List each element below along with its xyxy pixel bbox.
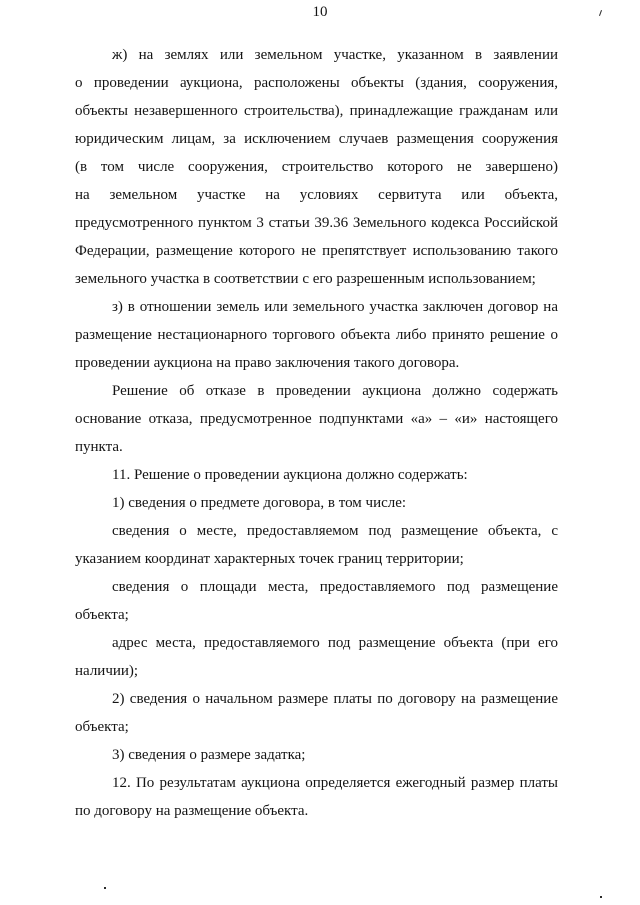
text-line: сведения о площади места, предоставляемого под размещение: [112, 579, 558, 595]
text-line: размещение нестационарного торгового объекта либо принято решение о: [75, 327, 558, 343]
text-line: 1) сведения о предмете договора, в том числе:: [112, 495, 407, 511]
text-line: на земельном участке на условиях сервитута или объекта,: [75, 187, 558, 203]
document-body: [75, 41, 558, 825]
text-line: Федерации, размещение которого не препятствует использованию такого: [75, 243, 558, 259]
paragraph-area-info: [75, 573, 558, 629]
text-line: пункта.: [75, 439, 123, 455]
paragraph-subitem-1: [75, 489, 558, 517]
text-line: проведении аукциона на право заключения такого договора.: [75, 355, 460, 371]
text-line: по договору на размещение объекта.: [75, 803, 309, 819]
text-line: (в том числе сооружения, строительство которого не завершено): [75, 159, 558, 175]
text-line: о проведении аукциона, расположены объекты (здания, сооружения,: [75, 75, 558, 91]
text-line: з) в отношении земель или земельного участка заключен договор на: [112, 299, 558, 315]
text-line: предусмотренного пунктом 3 статьи 39.36 Земельного кодекса Российской: [75, 215, 558, 231]
paragraph-subitem-3: [75, 741, 558, 769]
text-line: юридическим лицам, за исключением случаев размещения сооружения: [75, 131, 558, 147]
paragraph-subitem-z: [75, 293, 558, 377]
paragraph-refusal-decision: [75, 377, 558, 461]
text-line: основание отказа, предусмотренное подпунктами «а» – «и» настоящего: [75, 411, 558, 427]
text-line: ж) на землях или земельном участке, указанном в заявлении: [112, 47, 558, 63]
text-line: земельного участка в соответствии с его разрешенным использованием;: [75, 271, 536, 287]
scan-speck: [600, 896, 602, 898]
text-line: сведения о месте, предоставляемом под размещение объекта, с: [112, 523, 558, 539]
text-line: 2) сведения о начальном размере платы по договору на размещение: [112, 691, 558, 707]
paragraph-item-11: [75, 461, 558, 489]
paragraph-item-12: [75, 769, 558, 825]
page-number: 10: [312, 4, 328, 20]
text-line: объекта;: [75, 719, 129, 735]
text-line: объекты незавершенного строительства), принадлежащие гражданам или: [75, 103, 558, 119]
paragraph-subitem-zh: [75, 41, 558, 293]
text-line: 11. Решение о проведении аукциона должно содержать:: [112, 467, 468, 483]
text-line: 3) сведения о размере задатка;: [112, 747, 306, 763]
text-line: Решение об отказе в проведении аукциона должно содержать: [112, 383, 558, 399]
text-line: адрес места, предоставляемого под размещение объекта (при его: [112, 635, 558, 651]
text-line: объекта;: [75, 607, 129, 623]
paragraph-place-info: [75, 517, 558, 573]
paragraph-address-info: [75, 629, 558, 685]
scan-speck: [104, 887, 106, 889]
paragraph-subitem-2: [75, 685, 558, 741]
text-line: 12. По результатам аукциона определяется ежегодный размер платы: [112, 775, 558, 791]
text-line: наличии);: [75, 663, 139, 679]
text-line: указанием координат характерных точек границ территории;: [75, 551, 464, 567]
